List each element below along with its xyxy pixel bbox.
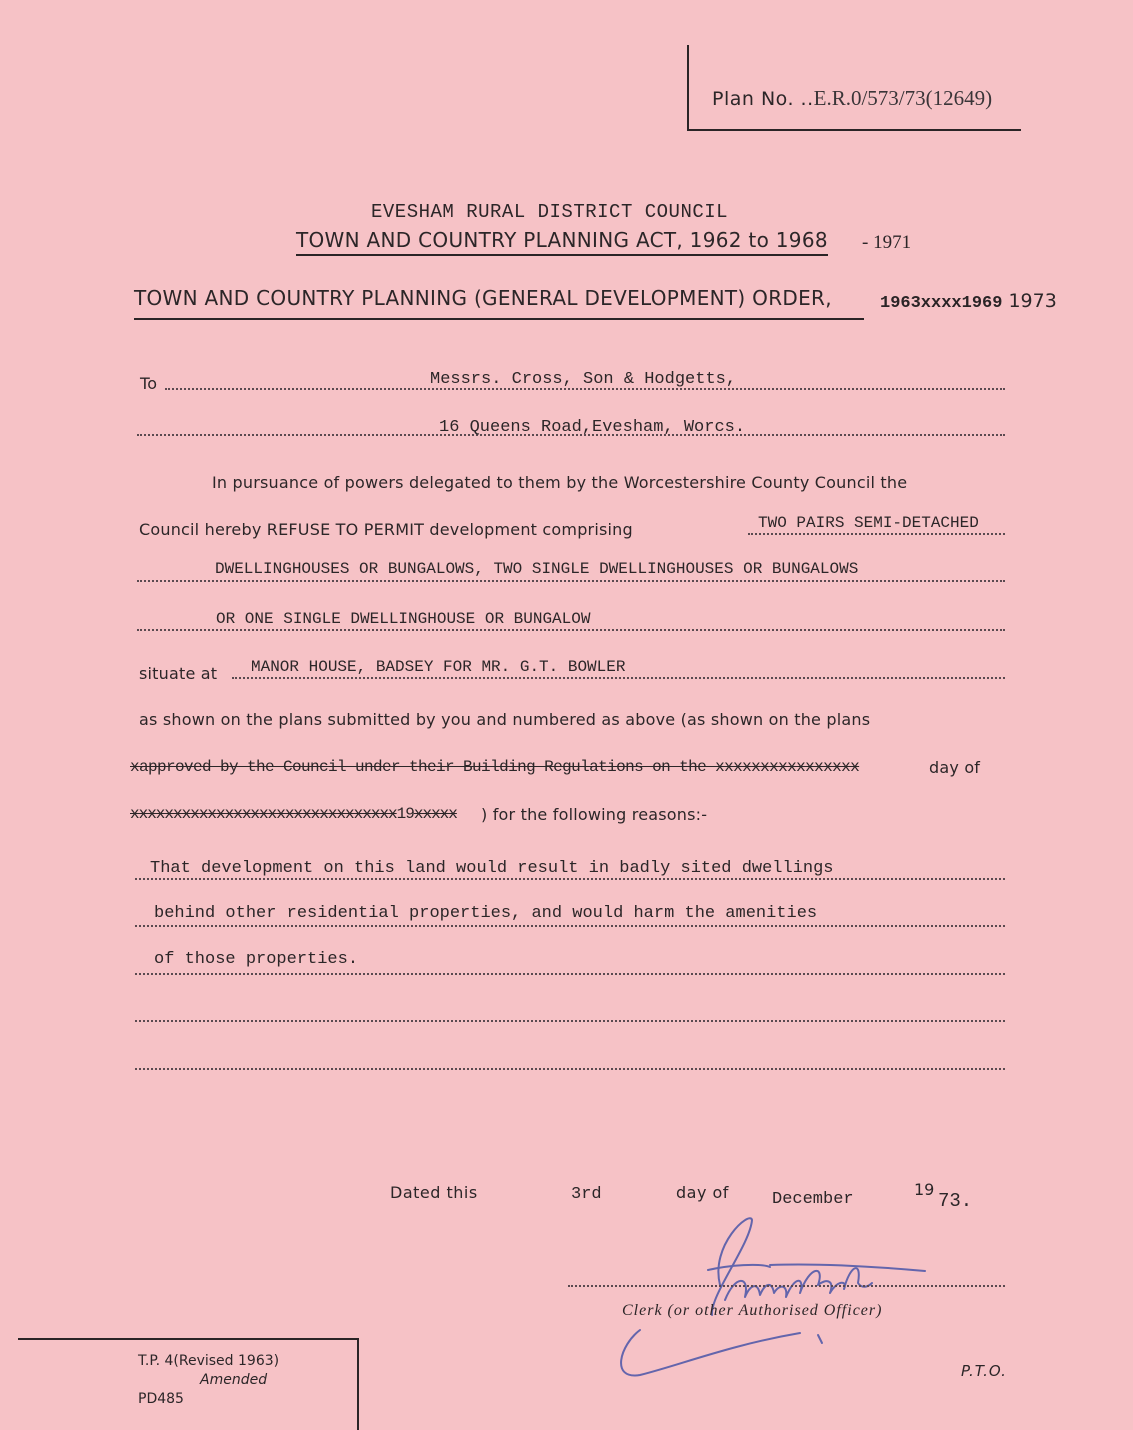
addressee-name: Messrs. Cross, Son & Hodgetts,	[430, 370, 737, 389]
date-day-of-label: day of	[676, 1183, 729, 1202]
refuse-text: Council hereby REFUSE TO PERMIT development comprising	[139, 520, 633, 539]
to-label: To	[140, 374, 158, 393]
pto-label: P.T.O.	[961, 1362, 1007, 1380]
act-title: TOWN AND COUNTRY PLANNING ACT, 1962 to 1968	[296, 228, 828, 256]
plan-number	[712, 86, 992, 111]
development-text-2: DWELLINGHOUSES OR BUNGALOWS, TWO SINGLE DWELLINGHOUSES OR BUNGALOWS	[215, 560, 859, 578]
act-year-amendment: - 1971	[862, 232, 912, 253]
reason-text-2: behind other residential properties, and would harm the amenities	[154, 904, 818, 923]
date-month: December	[772, 1190, 854, 1209]
day-of-label: day of	[929, 758, 981, 777]
struck-x-line: xxxxxxxxxxxxxxxxxxxxxxxxxxxxxxx	[130, 805, 397, 823]
form-ref-line-2: Amended	[200, 1372, 268, 1388]
situate-line	[232, 677, 1005, 679]
situate-value: MANOR HOUSE, BADSEY FOR MR. G.T. BOWLER	[251, 658, 626, 676]
reason-text-3: of those properties.	[154, 950, 359, 969]
order-year-value: 1973	[1008, 290, 1057, 312]
struck-placeholder	[130, 805, 457, 823]
reason-line-5	[135, 1068, 1005, 1070]
development-line-2	[137, 580, 1005, 582]
reason-line-4	[135, 1020, 1005, 1022]
reasons-intro: ) for the following reasons:-	[481, 805, 708, 824]
reason-text-1: That development on this land would result in badly sited dwellings	[150, 859, 834, 878]
approved-struck-text: xapproved by the Council under their Building Regulations on the xxxxxxxxxxxxxxxx	[130, 758, 860, 776]
reason-line-3	[135, 973, 1005, 975]
plan-number-value: E.R.0/573/73(12649)	[813, 86, 993, 110]
dated-label: Dated this	[390, 1183, 478, 1202]
development-text-3: OR ONE SINGLE DWELLINGHOUSE OR BUNGALOW	[216, 610, 591, 628]
date-year-prefix: 19	[914, 1180, 935, 1199]
reason-line-2	[135, 925, 1005, 927]
form-ref-line-3: PD485	[138, 1391, 184, 1407]
plan-number-label: Plan No. ..	[712, 88, 814, 110]
order-title: TOWN AND COUNTRY PLANNING (GENERAL DEVELOPMENT) ORDER,	[134, 286, 832, 310]
development-text-1: TWO PAIRS SEMI-DETACHED	[758, 514, 979, 532]
date-year-suffix: 73.	[938, 1190, 973, 1212]
order-year-struck: 1963xxxx1969	[880, 294, 1003, 313]
development-line-1	[748, 533, 1005, 535]
clerk-role: Clerk (or other Authorised Officer)	[622, 1302, 883, 1319]
situate-label: situate at	[139, 664, 218, 683]
council-name: EVESHAM RURAL DISTRICT COUNCIL	[371, 201, 729, 223]
addressee-address: 16 Queens Road,Evesham, Worcs.	[439, 418, 746, 437]
order-title-rule	[134, 318, 864, 320]
form-ref-line-1: T.P. 4(Revised 1963)	[138, 1353, 280, 1369]
date-day: 3rd	[571, 1185, 602, 1204]
reason-line-1	[135, 878, 1005, 880]
form-reference	[138, 1352, 279, 1409]
nineteen-mark: 19	[396, 805, 414, 823]
development-line-3	[137, 629, 1005, 631]
signature-icon	[600, 1205, 930, 1385]
signature-line	[568, 1285, 1005, 1287]
pursuance-text: In pursuance of powers delegated to them by the Worcestershire County Council the	[212, 473, 908, 492]
order-year	[880, 290, 1057, 313]
plans-text: as shown on the plans submitted by you and numbered as above (as shown on the plans	[139, 710, 871, 729]
struck-x-tail: xxxxx	[413, 805, 457, 823]
